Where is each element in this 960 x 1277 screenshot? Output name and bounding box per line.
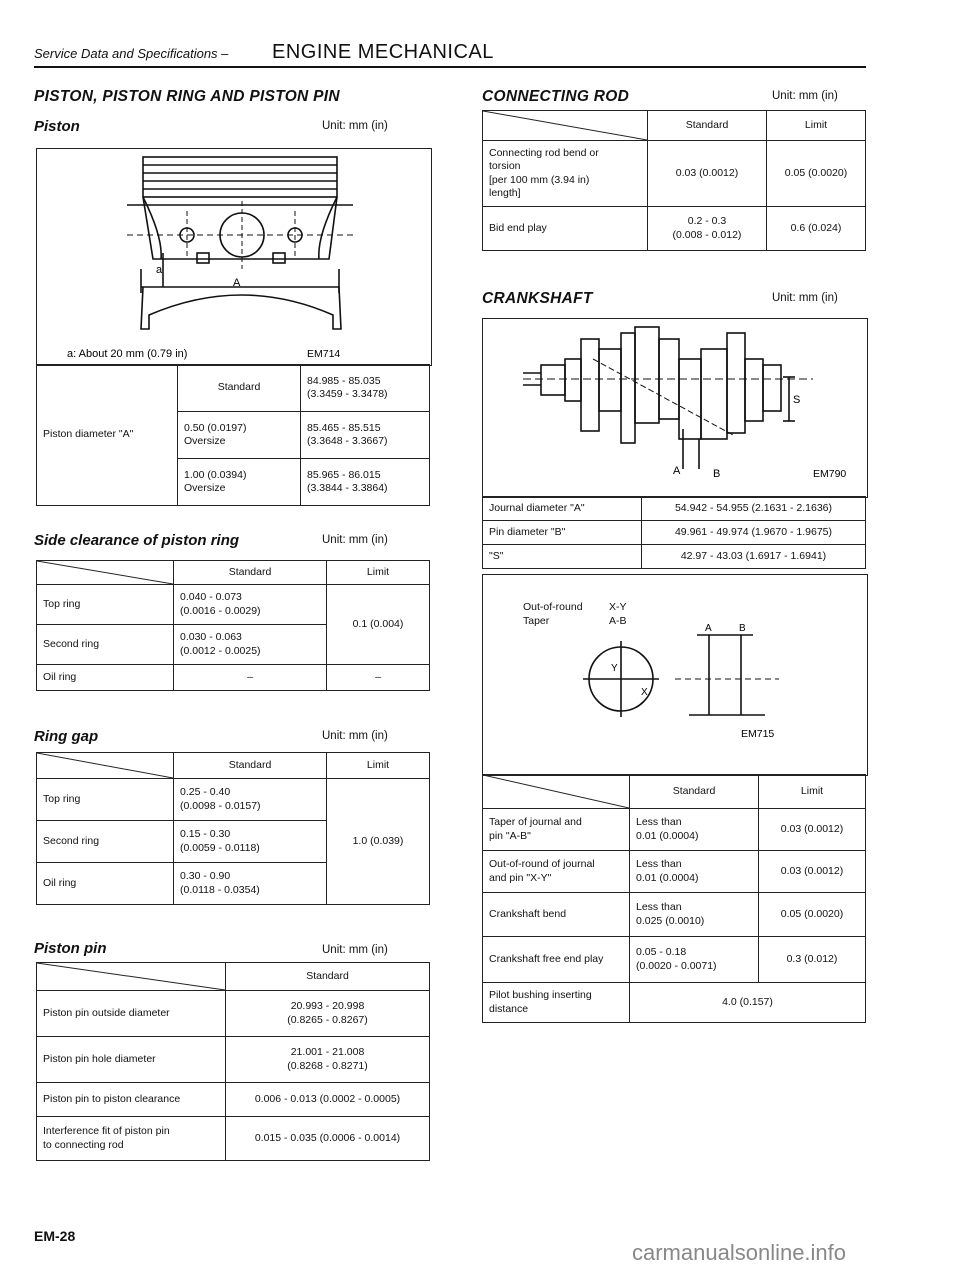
piston-figure-note: a: About 20 mm (0.79 in) (67, 348, 188, 360)
std-line: 0.15 - 0.30 (180, 828, 231, 841)
table-row (483, 775, 866, 809)
value-line: (3.3459 - 3.3478) (307, 388, 388, 400)
side-clearance-heading: Side clearance of piston ring (34, 532, 240, 549)
std-line: (0.008 - 0.012) (672, 228, 742, 241)
crankshaft-heading: CRANKSHAFT (482, 290, 593, 307)
table-row (483, 983, 866, 1023)
table-row (483, 207, 866, 251)
label-line: Connecting rod bend or (489, 147, 599, 160)
table-row (37, 779, 430, 821)
std-cell: 0.03 (0.0012) (648, 141, 767, 207)
value-cell (301, 365, 430, 412)
figure-label-A: A (233, 277, 241, 289)
std-line: 20.993 - 20.998 (290, 1000, 365, 1013)
label-line: distance (489, 1002, 529, 1015)
fig2-line2-label: Taper (523, 615, 550, 627)
row-label (37, 1117, 226, 1161)
std-cell (174, 625, 327, 665)
std-line: 0.030 - 0.063 (180, 631, 242, 644)
row-label: Journal diameter "A" (483, 497, 642, 521)
row-label: Piston pin hole diameter (37, 1037, 226, 1083)
row-label (483, 809, 630, 851)
crankshaft-dims-table (482, 496, 866, 569)
label-line: length] (489, 186, 521, 199)
std-line: (0.0016 - 0.0029) (180, 604, 261, 617)
std-cell (174, 585, 327, 625)
row-label: Oil ring (37, 863, 174, 905)
side-clearance-unit: Unit: mm (in) (322, 534, 388, 546)
table-row (483, 851, 866, 893)
std-cell (630, 893, 759, 937)
fig2-label-B: B (739, 623, 746, 634)
std-line: 0.30 - 0.90 (180, 870, 231, 883)
row-label: Crankshaft free end play (483, 937, 630, 983)
col-limit: Limit (759, 775, 866, 809)
table-row (483, 809, 866, 851)
header-diagonal (37, 963, 226, 991)
fig2-line1-label: Out-of-round (523, 601, 583, 613)
std-cell: 0.015 - 0.035 (0.0006 - 0.0014) (226, 1117, 430, 1161)
std-cell (174, 821, 327, 863)
size-line: 1.00 (0.0394) (184, 468, 247, 481)
std-line: 0.01 (0.0004) (636, 829, 699, 842)
std-line: (0.0012 - 0.0025) (180, 644, 261, 657)
table-row (483, 545, 866, 569)
std-cell (174, 779, 327, 821)
out-of-round-figure-box (482, 574, 868, 776)
std-cell (648, 207, 767, 251)
size-cell (178, 412, 301, 459)
std-line: Less than (636, 901, 682, 914)
row-label: Pin diameter "B" (483, 521, 642, 545)
piston-figure-code: EM714 (307, 348, 341, 360)
header-diagonal (37, 561, 174, 585)
connecting-rod-table (482, 110, 866, 251)
limit-cell: 0.1 (0.004) (327, 585, 430, 665)
std-line: (0.0098 - 0.0157) (180, 799, 261, 812)
label-line: Taper of journal and (489, 816, 582, 829)
label-line: pin "A-B" (489, 829, 531, 842)
table-row (483, 497, 866, 521)
table-row (483, 893, 866, 937)
limit-cell: 0.03 (0.0012) (759, 851, 866, 893)
table-row (483, 141, 866, 207)
connecting-rod-heading: CONNECTING ROD (482, 88, 630, 105)
row-label: Top ring (37, 585, 174, 625)
std-cell (226, 1037, 430, 1083)
std-line: Less than (636, 858, 682, 871)
value-cell: 4.0 (0.157) (630, 983, 866, 1023)
limit-cell: 0.05 (0.0020) (759, 893, 866, 937)
header-title: ENGINE MECHANICAL (272, 41, 494, 63)
label-line: Pilot bushing inserting (489, 989, 592, 1002)
ring-gap-unit: Unit: mm (in) (322, 730, 388, 742)
table-row (37, 365, 430, 412)
table-row (37, 585, 430, 625)
col-standard: Standard (174, 561, 327, 585)
connecting-rod-unit: Unit: mm (in) (772, 90, 838, 102)
table-row (37, 561, 430, 585)
figure1-label-S: S (793, 394, 801, 406)
std-line: Less than (636, 816, 682, 829)
size-line: 0.50 (0.0197) (184, 421, 247, 434)
piston-figure-box (36, 148, 432, 366)
row-label: Piston pin to piston clearance (37, 1083, 226, 1117)
figure1-label-A: A (673, 465, 681, 477)
std-line: (0.8268 - 0.8271) (287, 1059, 368, 1072)
value-cell: 54.942 - 54.955 (2.1631 - 2.1636) (642, 497, 866, 521)
table-row (483, 111, 866, 141)
row-label: Piston diameter "A" (37, 365, 178, 506)
limit-cell: 0.03 (0.0012) (759, 809, 866, 851)
limit-cell: 0.3 (0.012) (759, 937, 866, 983)
limit-cell: 1.0 (0.039) (327, 779, 430, 905)
row-label (483, 983, 630, 1023)
size-line: Oversize (184, 482, 226, 494)
piston-unit: Unit: mm (in) (322, 120, 388, 132)
row-label: Bid end play (483, 207, 648, 251)
figure1-label-B: B (713, 468, 721, 480)
row-label (483, 851, 630, 893)
fig2-code: EM715 (741, 728, 775, 740)
figure-label-a: a (156, 264, 163, 276)
size-line: Oversize (184, 435, 226, 447)
header-diagonal (483, 775, 630, 809)
piston-pin-unit: Unit: mm (in) (322, 944, 388, 956)
col-standard: Standard (226, 963, 430, 991)
label-line: [per 100 mm (3.94 in) (489, 173, 590, 186)
std-line: (0.0118 - 0.0354) (180, 883, 260, 896)
std-line: (0.0059 - 0.0118) (180, 841, 260, 854)
std-cell (630, 809, 759, 851)
table-row (483, 937, 866, 983)
std-line: 21.001 - 21.008 (290, 1046, 365, 1059)
std-line: (0.0020 - 0.0071) (636, 959, 717, 972)
std-line: 0.040 - 0.073 (180, 591, 242, 604)
piston-heading: Piston (34, 118, 80, 135)
crankshaft-figure-box (482, 318, 868, 498)
std-cell: 0.006 - 0.013 (0.0002 - 0.0005) (226, 1083, 430, 1117)
std-line: 0.25 - 0.40 (180, 786, 231, 799)
table-row (37, 991, 430, 1037)
table-row (483, 521, 866, 545)
row-label: Piston pin outside diameter (37, 991, 226, 1037)
col-standard: Standard (174, 753, 327, 779)
col-limit: Limit (767, 111, 866, 141)
table-row (37, 1083, 430, 1117)
value-cell: 49.961 - 49.974 (1.9670 - 1.9675) (642, 521, 866, 545)
value-line: 85.965 - 86.015 (307, 468, 381, 481)
std-cell (630, 851, 759, 893)
ring-gap-heading: Ring gap (34, 728, 99, 745)
fig2-label-Y: Y (611, 663, 618, 674)
std-line: 0.05 - 0.18 (636, 946, 687, 959)
value-line: (3.3844 - 3.3864) (307, 482, 388, 494)
value-cell (301, 412, 430, 459)
size-cell (178, 459, 301, 506)
figure1-code: EM790 (813, 468, 847, 480)
header-diagonal (483, 111, 648, 141)
col-limit: Limit (327, 753, 430, 779)
col-standard: Standard (648, 111, 767, 141)
piston-pin-heading: Piston pin (34, 940, 107, 957)
label-line: and pin "X-Y" (489, 871, 552, 884)
crankshaft-spec-table (482, 774, 866, 1023)
table-row (37, 753, 430, 779)
label-line: Interference fit of piston pin (43, 1125, 170, 1138)
side-clearance-table (36, 560, 430, 691)
std-cell (630, 937, 759, 983)
value-line: (3.3648 - 3.3667) (307, 435, 388, 447)
row-label: Second ring (37, 821, 174, 863)
col-standard: Standard (630, 775, 759, 809)
limit-cell: 0.05 (0.0020) (767, 141, 866, 207)
col-limit: Limit (327, 561, 430, 585)
row-label: Oil ring (37, 665, 174, 691)
fig2-line2-value: A-B (609, 615, 627, 627)
row-label: "S" (483, 545, 642, 569)
value-cell (301, 459, 430, 506)
header-section: Service Data and Specifications – (34, 46, 229, 61)
fig2-label-A: A (705, 623, 712, 634)
piston-diagram (37, 149, 431, 365)
row-label: Crankshaft bend (483, 893, 630, 937)
piston-diameter-table (36, 364, 430, 506)
crankshaft-unit: Unit: mm (in) (772, 292, 838, 304)
row-label: Second ring (37, 625, 174, 665)
value-line: 84.985 - 85.035 (307, 374, 381, 387)
fig2-label-X: X (641, 687, 648, 698)
size-cell: Standard (178, 365, 301, 412)
row-label: Top ring (37, 779, 174, 821)
table-row (37, 963, 430, 991)
header-diagonal (37, 753, 174, 779)
table-row (37, 1117, 430, 1161)
table-row (37, 665, 430, 691)
label-line: to connecting rod (43, 1138, 124, 1151)
section-title: PISTON, PISTON RING AND PISTON PIN (34, 88, 340, 105)
value-line: 85.465 - 85.515 (307, 421, 381, 434)
std-line: (0.8265 - 0.8267) (287, 1013, 368, 1026)
limit-cell: – (327, 665, 430, 691)
crankshaft-diagram (483, 319, 867, 497)
table-row (37, 1037, 430, 1083)
label-line: torsion (489, 160, 521, 173)
value-cell: 42.97 - 43.03 (1.6917 - 1.6941) (642, 545, 866, 569)
std-line: 0.01 (0.0004) (636, 871, 699, 884)
page-number: EM-28 (34, 1228, 76, 1244)
std-cell (174, 863, 327, 905)
std-line: 0.025 (0.0010) (636, 914, 705, 927)
limit-cell: 0.6 (0.024) (767, 207, 866, 251)
label-line: Out-of-round of journal (489, 858, 595, 871)
header-rule (34, 66, 866, 68)
row-label (483, 141, 648, 207)
fig2-line1-value: X-Y (609, 601, 627, 613)
std-line: 0.2 - 0.3 (687, 215, 727, 228)
piston-pin-table (36, 962, 430, 1161)
std-cell: – (174, 665, 327, 691)
watermark: carmanualsonline.info (632, 1240, 847, 1265)
std-cell (226, 991, 430, 1037)
ring-gap-table (36, 752, 430, 905)
